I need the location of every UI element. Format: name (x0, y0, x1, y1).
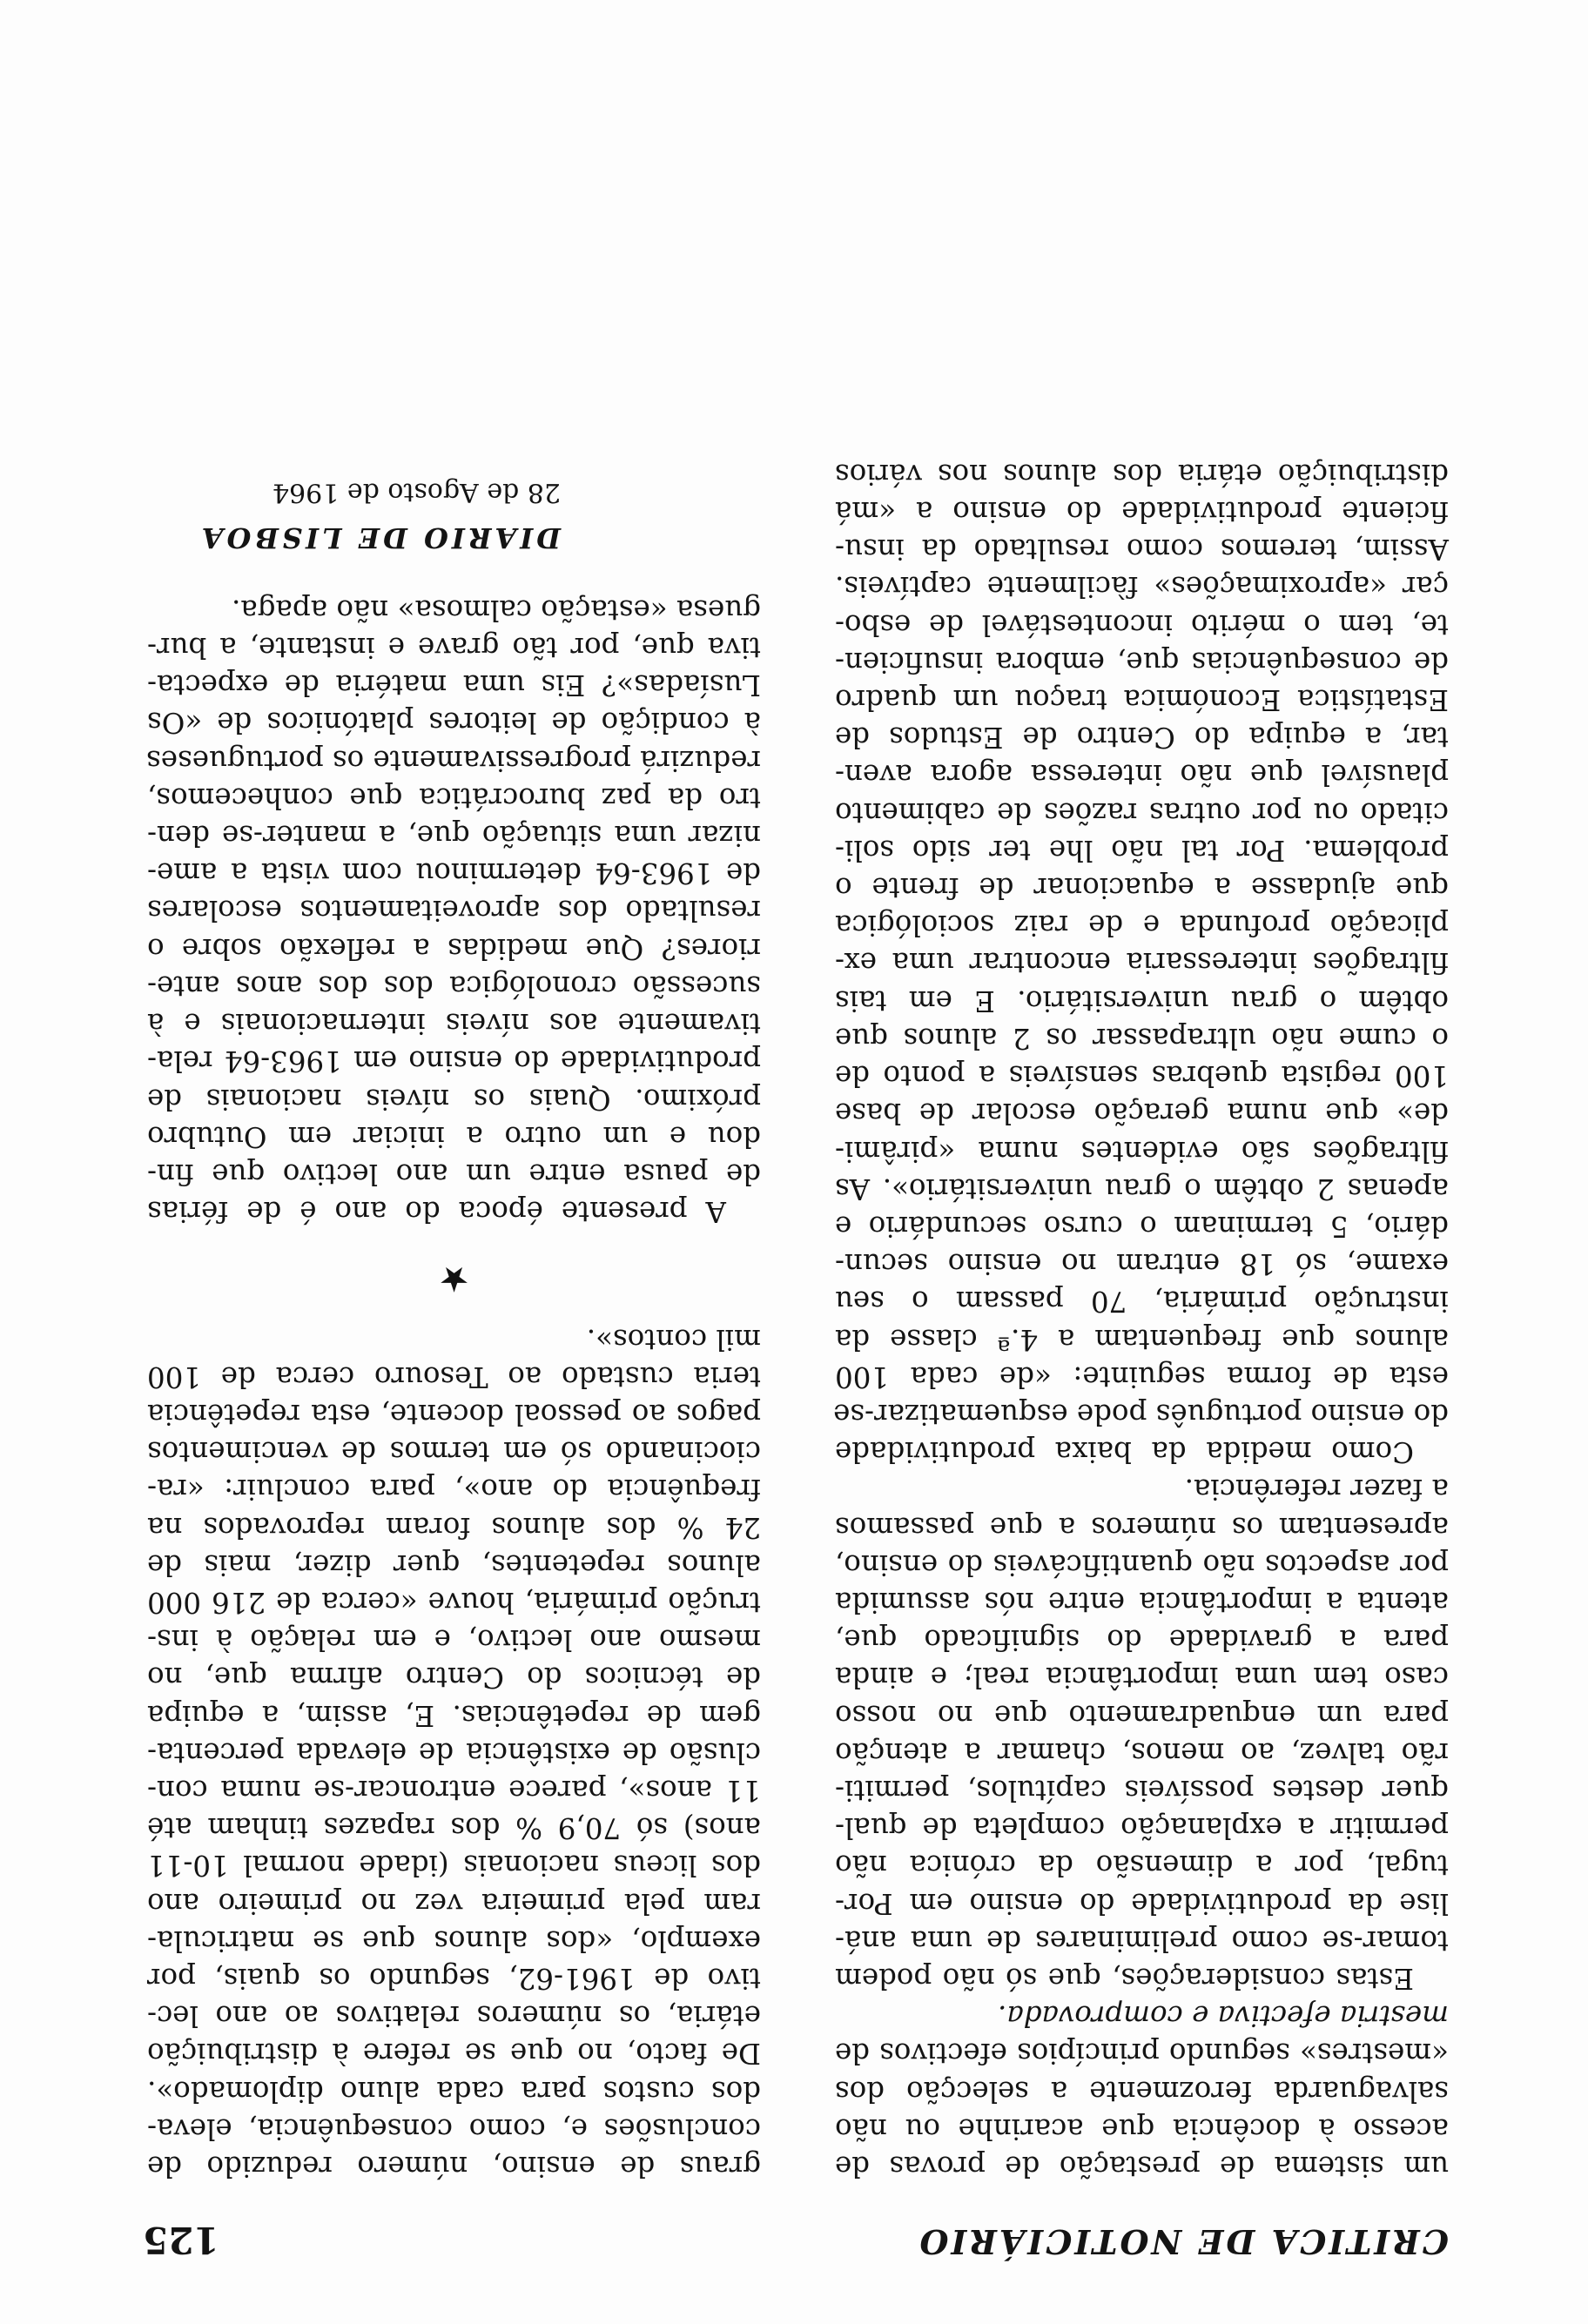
text-line: instrução primária, 70 passam o seu (835, 1285, 1449, 1319)
text-line: tivamente aos níveis internacionais e à (147, 1007, 761, 1041)
text-line: problema. Por tal não lhe ter sido soli- (835, 833, 1449, 867)
text-line: frequência do ano», para concluir: «ra- (147, 1473, 761, 1507)
text-line: rão talvez, ao menos, chamar a atenção (835, 1736, 1449, 1770)
text-line: Assim, teremos como resultado da insu- (835, 533, 1449, 567)
running-title: CRITICA DE NOTICIÁRIO (917, 2222, 1449, 2261)
page-number: 125 (143, 2219, 219, 2261)
text-line: tugal, por a dimensão da crónica não (835, 1849, 1449, 1883)
text-line: A presente época do ano é de férias (147, 1195, 726, 1229)
text-line: acesso à docência que acarinhe ou não (835, 2112, 1449, 2146)
text-line: conclusões e, como consequência, eleva- (147, 2112, 761, 2146)
text-line: lise da produtividade do ensino em Por- (835, 1886, 1449, 1920)
text-line: exemplo, «dos alunos que se matricula- (147, 1924, 761, 1958)
text-line: trução primária, houve «cerca de 216 000 (147, 1585, 761, 1619)
text-line: teria custado ao Tesouro cerca de 100 (147, 1360, 761, 1394)
text-line: pagos ao pessoal docente, esta repetência (147, 1397, 761, 1431)
right-text-column (147, 474, 761, 2185)
text-line: tivo de 1961-62, segundo os quais, por (147, 1961, 761, 1995)
text-line: esta de forma seguinte: «de cada 100 (835, 1360, 1449, 1394)
text-line: para um enquadramento que no nosso (835, 1698, 1449, 1732)
text-line: tar, a equipa do Centro de Estudos de (835, 721, 1449, 755)
text-line: o cume não ultrapassar os 2 alunos que (835, 1021, 1449, 1055)
text-line: mestria efectiva e comprovada. (998, 1999, 1449, 2033)
text-line: que ajudasse a equacionar de frente o (835, 871, 1449, 905)
text-line: Lusíadas»? Eis uma matéria de expecta- (147, 668, 761, 702)
text-line: 11 anos», parece entroncar-se numa con- (147, 1773, 761, 1807)
text-line: resultado dos aproveitamentos escolares (147, 894, 761, 928)
section-divider-star: ★ (438, 1259, 470, 1300)
text-line: anos) só 70,9 % dos rapazes tinham até (147, 1811, 761, 1845)
text-line: para a gravidade do significado que, (835, 1623, 1449, 1657)
signature-block (147, 474, 761, 555)
text-line: ficiente produtividade do ensino a «má (835, 495, 1449, 529)
text-line: atenta a importância entre nós assumida (835, 1585, 1449, 1619)
text-line: etária, os números relativos ao ano lec- (147, 1999, 761, 2033)
text-line: filtragões são evidentes numa «pirâmi- (835, 1134, 1449, 1168)
text-line: Estas considerações, que só não podem (835, 1961, 1414, 1995)
text-line: De facto, no que se refere à distribuição (147, 2037, 761, 2071)
text-line: distribuição etária dos alunos nos vários (835, 457, 1449, 491)
text-line: ciocinando só em termos de vencimentos (147, 1435, 761, 1469)
text-line: Estatística Económica traçou um quadro (835, 683, 1449, 717)
text-line: te, tem o mérito incontestável de esbo- (835, 608, 1449, 641)
text-line: dário, 5 terminam o curso secundário e (835, 1209, 1449, 1243)
text-line: citado ou por outras razões de cabimento (835, 796, 1449, 830)
text-line: apenas 2 obtêm o grau universitário». As (835, 1172, 1449, 1206)
text-line: caso tem uma importância real; e ainda (835, 1661, 1449, 1695)
text-line: 100 regista quebras sensíveis a ponto de (835, 1059, 1449, 1093)
left-text-column (835, 455, 1449, 2185)
text-line: de consequências que, embora insuficien- (835, 645, 1449, 679)
text-line: quer destes possíveis capítulos, permiti- (835, 1773, 1449, 1807)
text-line: sucessão cronológica dos dos anos ante- (147, 969, 761, 1003)
text-line: permitir a explanação completa de qual- (835, 1811, 1449, 1845)
text-line: guesa «estação calmosa» não apaga. (232, 593, 761, 627)
text-line: Como medida da baixa produtividade (835, 1435, 1414, 1469)
text-line: plausível que não interessa agora aven- (835, 758, 1449, 792)
page-header (143, 2200, 1449, 2261)
text-line: nizar uma situação que, a manter-se den- (147, 819, 761, 853)
text-line: dos liceus nacionais (idade normal 10-11 (147, 1849, 761, 1883)
text-line: apresentam os números a que passamos (835, 1510, 1449, 1544)
text-line: produtividade do ensino em 1963-64 rela- (147, 1044, 761, 1078)
text-line: obtêm o grau universitário. E em tais (835, 984, 1449, 1018)
text-line: 24 % dos alunos foram reprovados na (147, 1510, 761, 1544)
text-line: riores? Que medidas a reflexão sobre o (147, 931, 761, 965)
text-line: reduzirá progressivamente os portugueses (146, 743, 761, 777)
text-line: graus de ensino, número reduzido de (147, 2150, 761, 2183)
text-line: de 1963-64 determinou com vista a ame- (147, 856, 761, 890)
text-line: ram pela primeira vez no primeiro ano (147, 1886, 761, 1920)
text-line: próximo. Quais os níveis nacionais de (147, 1082, 761, 1116)
text-line: do ensino português pode esquematizar-se (833, 1397, 1449, 1431)
text-line: alunos repetentes, quer dizer, mais de (147, 1548, 761, 1582)
text-line: tiva que, por tão grave e instante, a bur- (147, 631, 761, 665)
text-line: clusão de existência de elevada percenta- (147, 1736, 761, 1770)
text-line: alunos que frequentam a 4.ª classe da (835, 1322, 1449, 1356)
text-line: de pausa entre um ano lectivo que fin- (147, 1157, 761, 1191)
text-line: gem de repetências. E, assim, a equipa (147, 1698, 761, 1732)
text-line: de» que numa geração escolar de base (835, 1097, 1449, 1131)
source-date: 28 de Agosto de 1964 (272, 477, 561, 508)
source-newspaper: DIARIO DE LISBOA (198, 521, 561, 554)
text-line: por aspectos não quantificáveis do ensino, (835, 1548, 1449, 1582)
text-line: a fazer referência. (1184, 1473, 1449, 1507)
text-line: mil contos». (586, 1322, 761, 1356)
text-line: tomar-se como preliminares de uma aná- (835, 1924, 1449, 1958)
text-line: um sistema de prestação de provas de (835, 2150, 1449, 2183)
text-line: mesmo ano lectivo, e em relação à ins- (147, 1623, 761, 1657)
text-line: filtragões interessaria encontrar uma ex- (835, 946, 1449, 980)
text-line: dou e um outro a iniciar em Outubro (147, 1119, 761, 1153)
text-line: plicação profunda e de raiz sociológica (835, 909, 1449, 943)
text-line: salvaguarda ferozmente a selecção dos (835, 2074, 1449, 2108)
text-line: à condição de leitores platónicos de «Os (147, 706, 761, 740)
text-line: tro da paz burocrática que conhecemos, (147, 781, 761, 815)
text-line: çar «aproximações» fàcilmente captíveis. (835, 570, 1449, 604)
text-line: dos custos para cada aluno diplomado». (147, 2074, 761, 2108)
text-line: «mestres» segundo princípios efectivos de (835, 2037, 1449, 2071)
text-line: exame, só 18 entram no ensino secun- (835, 1247, 1449, 1281)
text-line: de técnicos do Centro afirma que, no (147, 1661, 761, 1695)
